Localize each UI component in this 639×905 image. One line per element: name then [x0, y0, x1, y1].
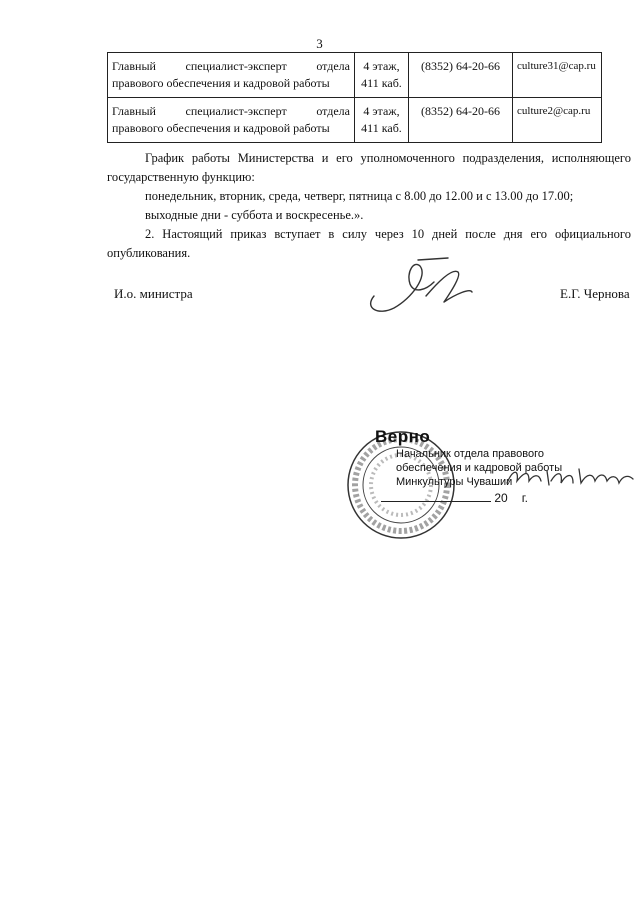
- stamp-year-suffix: г.: [521, 491, 528, 505]
- table-cell-position: Главный специалист-эксперт отдела правового обеспечения и кадровой работы: [108, 98, 355, 143]
- table-cell-position: Главный специалист-эксперт отдела правового обеспечения и кадровой работы: [108, 53, 355, 98]
- contacts-table: [107, 52, 602, 143]
- table-cell-room: 4 этаж, 411 каб.: [355, 53, 409, 98]
- signatory-name: Е.Г. Чернова: [560, 286, 630, 301]
- table-cell-phone: (8352) 64-20-66: [409, 98, 513, 143]
- signatory-role: И.о. министра: [114, 286, 193, 301]
- table-row: [108, 98, 602, 143]
- date-blank: [381, 501, 491, 502]
- stamp-signature: [503, 461, 637, 495]
- table-cell-email: culture31@cap.ru: [513, 53, 602, 98]
- schedule-weekend-line: выходные дни - суббота и воскресенье.».: [145, 208, 364, 222]
- table-cell-phone: (8352) 64-20-66: [409, 53, 513, 98]
- stamp-line: Начальник отдела правового: [396, 448, 544, 460]
- point-2-paragraph: 2. Настоящий приказ вступает в силу через 10 дней после дня его официального опубликования.: [107, 227, 631, 260]
- stamp-line: обеспечения и кадровой работы: [396, 462, 563, 474]
- schedule-intro-paragraph: График работы Министерства и его уполномоченного подразделения, исполняющего государственную функцию:: [107, 151, 631, 184]
- table-row: [108, 53, 602, 98]
- page-number: 3: [316, 36, 323, 51]
- stamp-year-prefix: 20: [494, 491, 508, 505]
- stamp-verno: Верно: [375, 427, 431, 446]
- document-body: [107, 149, 631, 263]
- table-cell-email: culture2@cap.ru: [513, 98, 602, 143]
- signature-image: [360, 250, 490, 340]
- table-cell-room: 4 этаж, 411 каб.: [355, 98, 409, 143]
- certification-stamp: [345, 425, 639, 565]
- schedule-weekdays-line: понедельник, вторник, среда, четверг, пятница с 8.00 до 12.00 и с 13.00 до 17.00;: [145, 189, 574, 203]
- stamp-line: Минкультуры Чувашии: [396, 476, 513, 488]
